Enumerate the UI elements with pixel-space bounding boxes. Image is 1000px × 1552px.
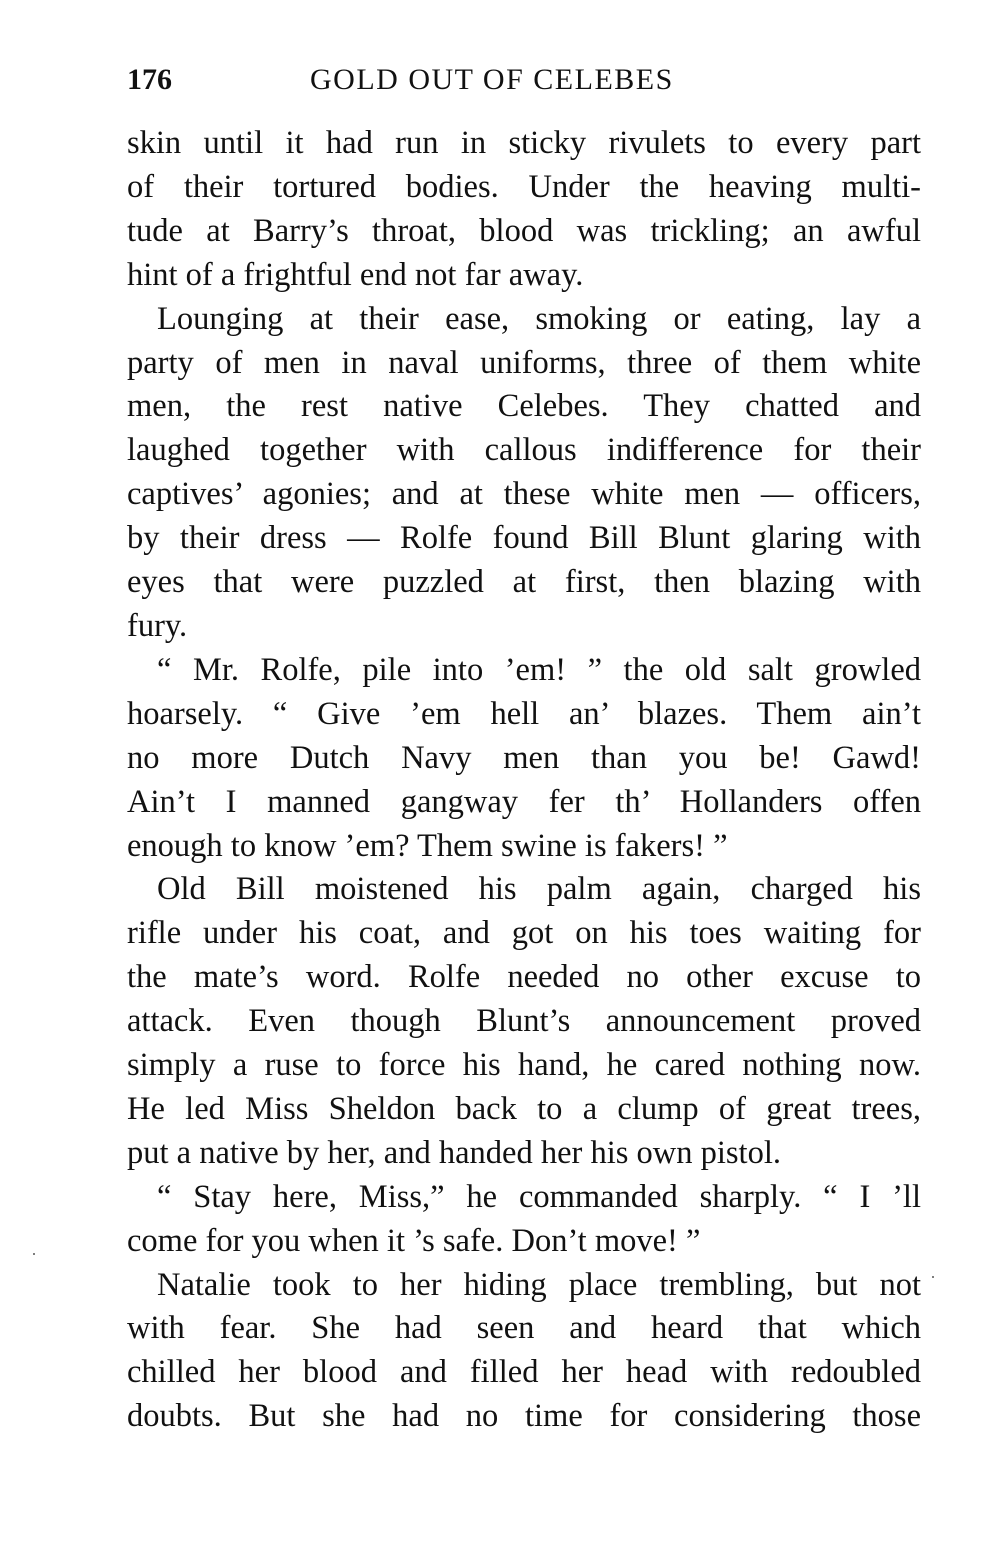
text-line: enough to know ’em? Them swine is fakers! ” — [127, 827, 728, 864]
paragraph — [127, 868, 921, 1175]
text-line: simply a ruse to force his hand, he cared nothing now. — [127, 1047, 921, 1084]
scan-speck — [33, 1253, 35, 1255]
text-line: “ Mr. Rolfe, pile into ’em! ” the old salt growled — [157, 651, 921, 688]
text-line: tude at Barry’s throat, blood was trickling; an awful — [127, 212, 921, 249]
text-line: by their dress — Rolfe found Bill Blunt glaring with — [127, 520, 921, 557]
text-line: “ Stay here, Miss,” he commanded sharply. “ I ’ll — [157, 1178, 921, 1215]
text-line: attack. Even though Blunt’s announcement proved — [127, 1003, 921, 1040]
text-line: of their tortured bodies. Under the heaving multi- — [127, 168, 921, 205]
text-line: hint of a frightful end not far away. — [127, 256, 584, 293]
text-line: put a native by her, and handed her his own pistol. — [127, 1134, 781, 1171]
text-line: fury. — [127, 607, 188, 644]
text-line: captives’ agonies; and at these white men — officers, — [127, 476, 921, 513]
paragraph — [127, 1176, 921, 1264]
text-line: rifle under his coat, and got on his toes waiting for — [127, 915, 921, 952]
text-line: laughed together with callous indifference for their — [127, 432, 921, 469]
text-line: with fear. She had seen and heard that which — [127, 1310, 921, 1347]
page-number: 176 — [127, 63, 172, 96]
running-title: GOLD OUT OF CELEBES — [310, 63, 674, 96]
paragraph — [127, 298, 921, 649]
body-text — [127, 122, 921, 1439]
text-line: men, the rest native Celebes. They chatted and — [127, 388, 921, 425]
paragraph — [127, 1264, 921, 1440]
text-line: Old Bill moistened his palm again, charged his — [157, 871, 921, 908]
text-line: doubts. But she had no time for considering those — [127, 1398, 921, 1435]
text-line: eyes that were puzzled at first, then blazing with — [127, 564, 921, 601]
page-header — [127, 58, 927, 102]
text-line: party of men in naval uniforms, three of them white — [127, 344, 921, 381]
scan-speck — [932, 1276, 934, 1278]
text-line: no more Dutch Navy men than you be! Gawd! — [127, 739, 921, 776]
text-line: the mate’s word. Rolfe needed no other excuse to — [127, 959, 921, 996]
text-line: Lounging at their ease, smoking or eating, lay a — [157, 300, 921, 337]
text-line: chilled her blood and filled her head with redoubled — [127, 1354, 921, 1391]
text-line: Natalie took to her hiding place trembling, but not — [157, 1266, 921, 1303]
text-line: come for you when it ’s safe. Don’t move! ” — [127, 1222, 701, 1259]
text-line: hoarsely. “ Give ’em hell an’ blazes. Them ain’t — [127, 695, 921, 732]
text-line: He led Miss Sheldon back to a clump of great trees, — [127, 1090, 921, 1127]
paragraph — [127, 649, 921, 869]
text-line: Ain’t I manned gangway fer th’ Hollanders offen — [127, 783, 921, 820]
paragraph — [127, 122, 921, 298]
text-line: skin until it had run in sticky rivulets to every part — [127, 125, 921, 161]
